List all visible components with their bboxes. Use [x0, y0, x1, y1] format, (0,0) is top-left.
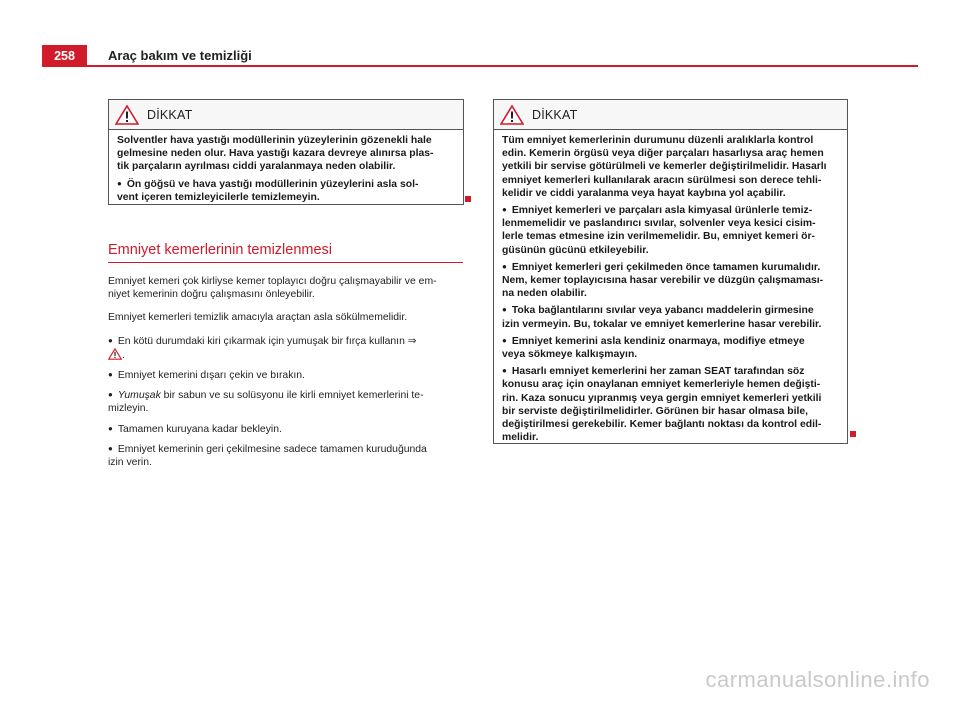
page-title: Araç bakım ve temizliği [108, 48, 252, 63]
list-item [108, 335, 468, 362]
warning-box-seatbelt [493, 99, 848, 444]
warning-ref-icon[interactable] [108, 348, 122, 360]
warning-box-airbag [108, 99, 464, 205]
warning-bullet [502, 365, 839, 444]
warning-bullet [502, 304, 839, 330]
warning-title: DİKKAT [532, 107, 578, 122]
list-item-emphasis: Yumuşak [117, 390, 161, 402]
list-item-text: Emniyet kemerinin geri çekilmesine sadece tamamen kuruduğunda izin verin. [108, 443, 427, 469]
warning-header [109, 100, 463, 130]
warning-title: DİKKAT [147, 107, 193, 122]
section-rule [108, 262, 463, 263]
page-number: 258 [42, 45, 87, 67]
list-item [108, 369, 468, 382]
warning-bullet [502, 261, 839, 301]
warning-triangle-icon [500, 105, 524, 125]
section-title: Emniyet kemerlerinin temizlenmesi [108, 242, 333, 258]
warning-bullet-text: Emniyet kemerleri geri çekilmeden önce tamamen kurumalıdır. Nem, kemer toplayıcısına hasar verebilir ve düzgün çalışmaması- na neden olabilir. [502, 261, 824, 300]
list-item [108, 443, 468, 469]
warning-header [494, 100, 847, 130]
warning-bullet-text: Emniyet kemerini asla kendiniz onarmaya, modifiye etmeye veya sökmeye kalkışmayın. [502, 335, 805, 361]
list-item [108, 423, 468, 436]
warning-bullet-text: Emniyet kemerleri ve parçaları asla kimyasal ürünlerle temiz- lenmemelidir ve paslandırıcı sıvılar, solvenler veya kesici cisim- lerle temas etmesine izin verilmemelidir. Bu, emniyet kemeri ör- güsünün gücünü etkileyebilir. [502, 205, 816, 256]
intro-paragraph-1: Emniyet kemeri çok kirliyse kemer toplayıcı doğru çalışmayabilir ve em- niyet kemerinin doğru çalışmasını önleyebilir. [108, 276, 437, 301]
section-body [108, 275, 468, 476]
intro-paragraph-2: Emniyet kemerleri temizlik amacıyla araçtan asla sökülmemelidir. [108, 312, 408, 324]
header-rule [87, 65, 918, 67]
warning-bullet-text: Ön göğsü ve hava yastığı modüllerinin yüzeylerini asla sol- vent içeren temizleyicilerle temizlemeyin. [117, 178, 419, 203]
list-item-text: bir sabun ve su solüsyonu ile kirli emniyet kemerlerini te- mizleyin. [108, 390, 424, 415]
list-item-end: . [122, 349, 125, 361]
warning-bullet-text: Toka bağlantılarını sıvılar veya yabancı maddelerin girmesine izin vermeyin. Bu, tokalar ve emniyet kemerlerine hasar verebilir. [502, 305, 822, 330]
warning-body [494, 130, 847, 444]
warning-bullet-text: Hasarlı emniyet kemerlerini her zaman SEAT tarafından söz konusu araç için onaylanan emniyet kemerleriyle hemen değişti- rin. Kaza sonucu yıpranmış veya gergin emniyet kemerleri yetkili bir serviste değiştirilmelidirler. Görünen bir hasar olmasa bile, değiştirilmesi gerekebilir. Kemer bağlantı noktası da kontrol edil- melidir. [502, 366, 822, 444]
watermark: carmanualsonline.info [705, 667, 930, 692]
list-item-text: Emniyet kemerini dışarı çekin ve bırakın. [117, 370, 305, 382]
warning-bullet [117, 178, 455, 204]
warning-body [109, 130, 463, 204]
end-mark [850, 431, 856, 437]
warning-bullet [502, 335, 839, 361]
warning-bullet [502, 204, 839, 257]
end-mark [465, 196, 471, 202]
list-item-text: En kötü durumdaki kiri çıkarmak için yumuşak bir fırça kullanın ⇒ [117, 335, 417, 347]
list-item-text: Tamamen kuruyana kadar bekleyin. [117, 423, 282, 435]
warning-triangle-icon [115, 105, 139, 125]
warning-paragraph: Solventler hava yastığı modüllerinin yüzeylerinin gözenekli hale gelmesine neden olur. Hava yastığı kazara devreye alınırsa plas- tik parçaların ayrılması ciddi yaralanmaya neden olabilir. [117, 135, 434, 173]
warning-paragraph: Tüm emniyet kemerlerinin durumunu düzenli aralıklarla kontrol edin. Kemerin örgüsü veya diğer parçaları hasarlıysa araç hemen yetkili bir servise götürülmeli ve kemerler değiştirilmelidir. Hasarlı emniyet kemerleri kullanılarak aracın sürülmesi son derece tehli- kelidir ve ciddi yaralanma veya hayat kaybına yol açabilir. [502, 135, 827, 199]
page-header [0, 0, 960, 70]
list-item [108, 389, 468, 415]
